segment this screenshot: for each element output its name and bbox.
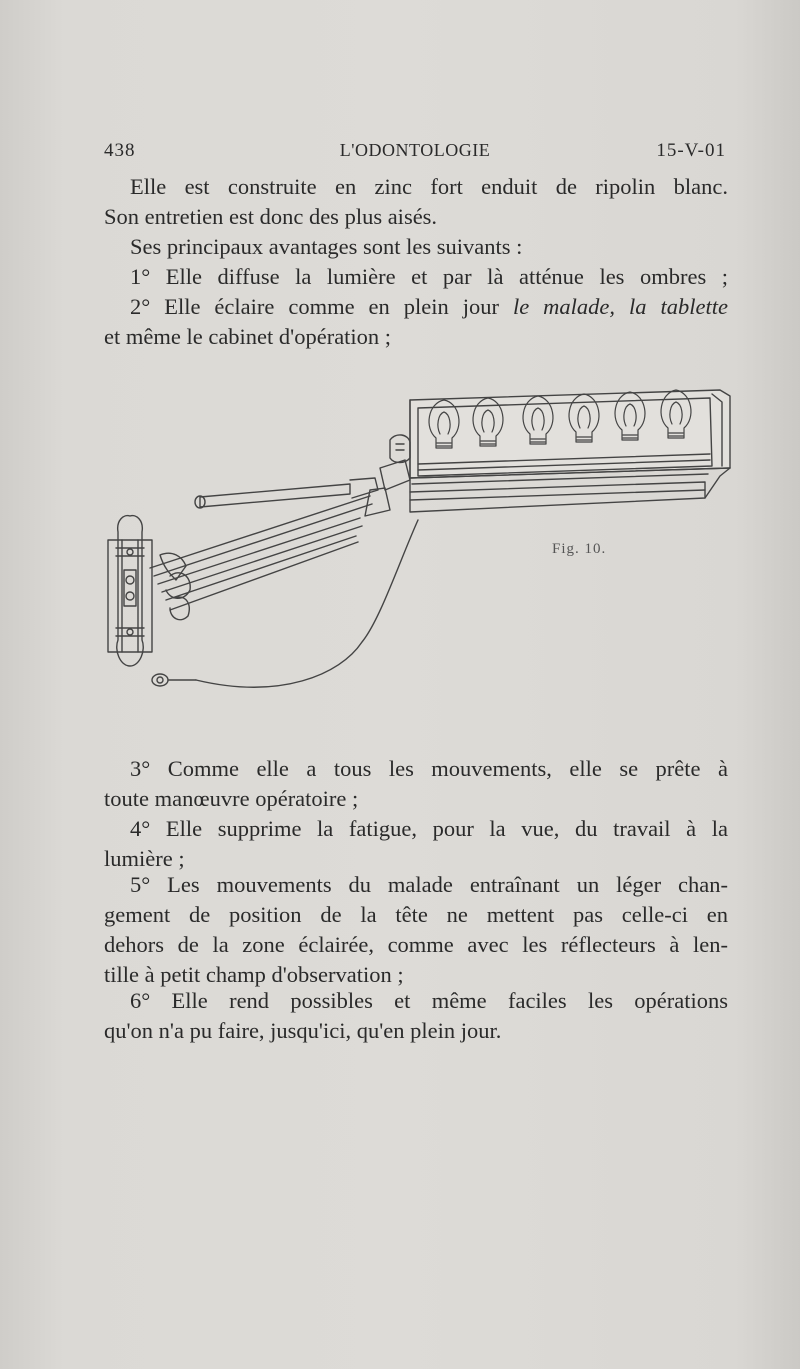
text-line: Son entretien est donc des plus aisés. — [104, 204, 438, 229]
text-line: 3° Comme elle a tous les mouvements, elle se prête à — [130, 756, 728, 781]
handle-rod — [195, 435, 410, 508]
wall-bracket — [108, 516, 152, 666]
issue-date: 15-V-01 — [656, 140, 726, 161]
paragraph-advantages-intro — [104, 232, 728, 262]
text-line: 4° Elle supprime la fatigue, pour la vue, du travail à la — [130, 816, 728, 841]
text-line: et même le cabinet d'opération ; — [104, 324, 392, 349]
text-line — [104, 292, 728, 322]
text-line: toute manœuvre opératoire ; — [104, 786, 359, 811]
list-item-5 — [104, 870, 728, 990]
power-cord — [152, 520, 418, 687]
journal-title: L'ODONTOLOGIE — [339, 140, 491, 160]
text-segment: 2° Elle éclaire comme en plein jour — [130, 294, 513, 319]
italic-segment: le malade, la tablette — [512, 294, 728, 319]
text-line: 6° Elle rend possibles et même faciles les opérations — [130, 988, 728, 1013]
text-line: 5° Les mouvements du malade entraînant un léger chan- — [130, 872, 728, 897]
figure-caption: Fig. 10. — [552, 541, 607, 557]
text-line: gement de position de la tête ne mettent pas celle-ci en — [104, 902, 728, 927]
figure-wall-lamp — [100, 380, 740, 710]
list-item-6 — [104, 986, 728, 1046]
articulated-arm — [150, 488, 390, 620]
text-line: Elle est construite en zinc fort enduit de ripolin blanc. — [130, 174, 728, 199]
text-line: Ses principaux avantages sont les suivants : — [130, 234, 523, 259]
paragraph-construction — [104, 172, 728, 232]
running-header — [104, 140, 726, 170]
text-line: qu'on n'a pu faire, jusqu'ici, qu'en plein jour. — [104, 1018, 502, 1043]
text-line: lumière ; — [104, 846, 185, 871]
list-item-4 — [104, 814, 728, 874]
list-item-3 — [104, 754, 728, 814]
text-line: dehors de la zone éclairée, comme avec les réflecteurs à len- — [104, 932, 728, 957]
text-line: 1° Elle diffuse la lumière et par là atténue les ombres ; — [130, 264, 728, 289]
list-item-1 — [104, 262, 728, 292]
page-number: 438 — [104, 140, 136, 161]
text-line: tille à petit champ d'observation ; — [104, 962, 404, 987]
list-item-2 — [104, 292, 728, 352]
